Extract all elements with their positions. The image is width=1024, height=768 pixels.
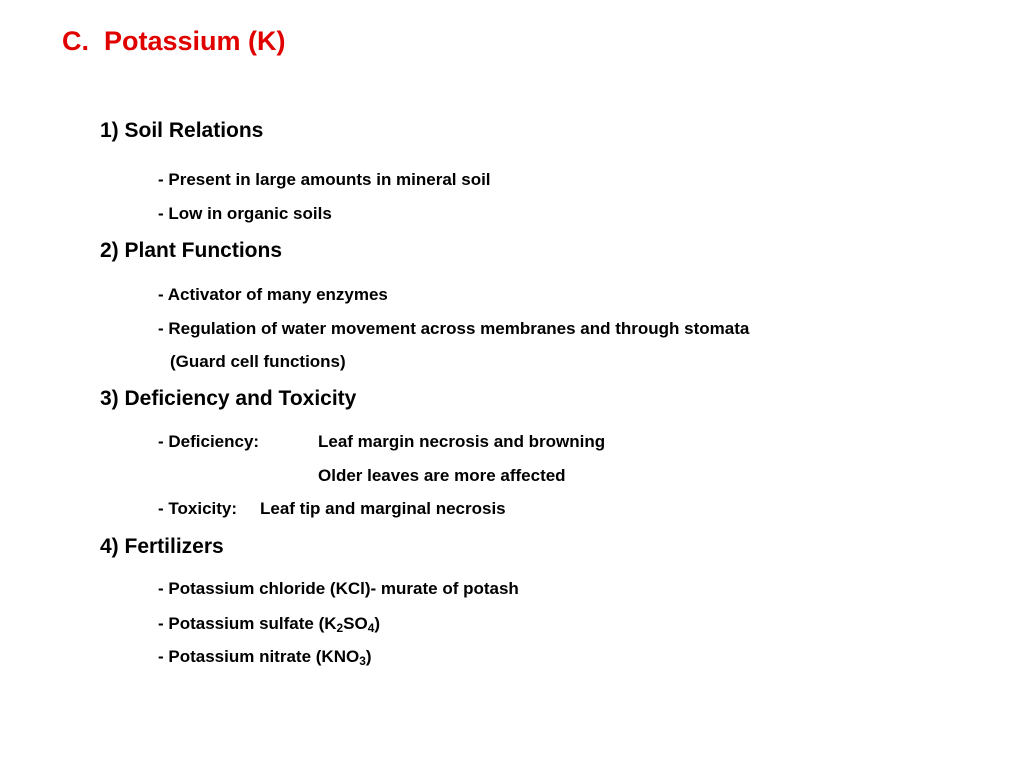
kno3-subscript-3: 3	[359, 653, 366, 668]
fertilizer-item-kno3	[158, 647, 372, 667]
k2so4-part-3: )	[374, 614, 381, 633]
deficiency-label: - Deficiency:	[158, 432, 260, 451]
soil-item-mineral: - Present in large amounts in mineral soil	[158, 170, 491, 189]
slide-title: C. Potassium (K)	[62, 26, 286, 56]
section-heading-fertilizers: 4) Fertilizers	[100, 535, 224, 558]
kno3-part-2: )	[365, 647, 372, 666]
kno3-part-1: - Potassium nitrate (KNO	[158, 647, 360, 666]
toxicity-row	[158, 499, 506, 519]
deficiency-line-1: Leaf margin necrosis and browning	[318, 432, 606, 451]
fertilizer-item-k2so4	[158, 614, 380, 634]
function-item-guard-cell: (Guard cell functions)	[170, 352, 346, 371]
fertilizer-item-kcl: - Potassium chloride (KCl)- murate of potash	[158, 579, 519, 598]
k2so4-subscript-4: 4	[367, 620, 375, 635]
section-heading-deficiency-toxicity: 3) Deficiency and Toxicity	[100, 387, 357, 410]
function-item-water-regulation: - Regulation of water movement across membranes and through stomata	[158, 319, 750, 338]
deficiency-row	[158, 432, 605, 452]
section-heading-soil-relations: 1) Soil Relations	[100, 119, 264, 142]
section-heading-plant-functions: 2) Plant Functions	[100, 239, 283, 262]
soil-item-organic: - Low in organic soils	[158, 204, 332, 223]
toxicity-label: - Toxicity:	[158, 499, 238, 518]
deficiency-line-2: Older leaves are more affected	[318, 466, 566, 485]
toxicity-text: Leaf tip and marginal necrosis	[260, 499, 506, 518]
k2so4-part-2: SO	[343, 614, 368, 633]
k2so4-part-1: - Potassium sulfate (K	[158, 614, 337, 633]
k2so4-subscript-2: 2	[336, 620, 344, 635]
function-item-enzymes: - Activator of many enzymes	[158, 285, 388, 304]
